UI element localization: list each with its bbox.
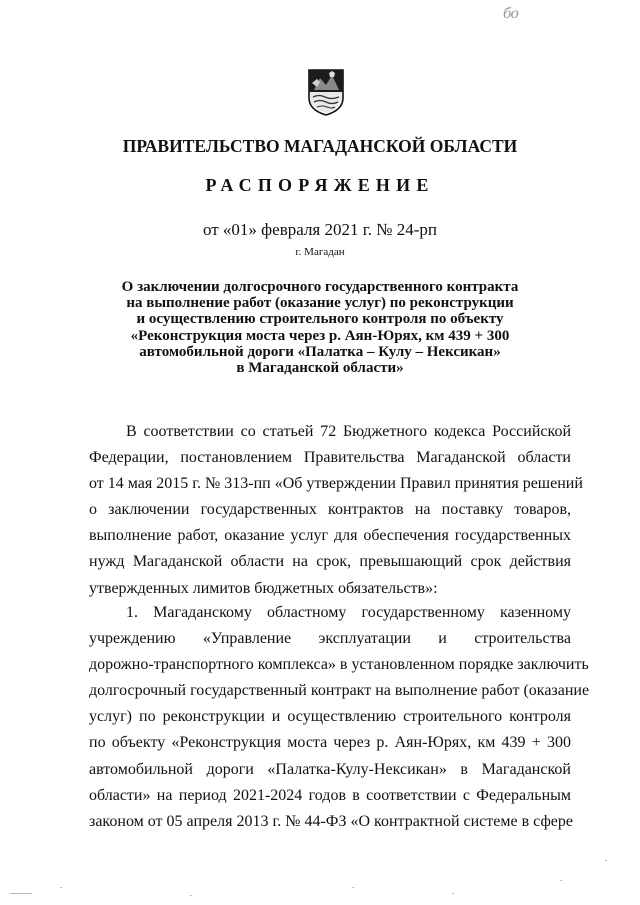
subject-line: «Реконструкция моста через р. Аян-Юрях, км 439 + 300 [130,327,510,344]
body-line: выполнение работ, оказание услуг для обеспечения государственных [89,527,571,545]
body-line: области» на период 2021-2024 годов в соответствии с Федеральным [89,786,571,804]
subject-line: и осуществлению строительного контроля по объекту [136,311,504,328]
subject-line: в Магаданской области» [236,360,404,377]
subject-line: автомобильной дороги «Палатка – Кулу – Нексикан» [139,343,501,360]
subject-line: О заключении долгосрочного государственного контракта [121,279,519,295]
body-line: автомобильной дороги «Палатка-Кулу-Нексикан» в Магаданской [89,760,571,778]
body-line: от 14 мая 2015 г. № 313-пп «Об утверждении Правил принятия решений [89,475,583,493]
body-line: Федерации, постановлением Правительства Магаданской области [89,449,571,467]
body-line: законом от 05 апреля 2013 г. № 44-ФЗ «О контрактной системе в сфере [89,812,574,830]
body-line: долгосрочный государственный контракт на выполнение работ (оказание [89,682,590,700]
body-line: по объекту «Реконструкция моста через р. Аян-Юрях, км 439 + 300 [89,734,571,752]
body-line: дорожно-транспортного комплекса» в установленном порядке заключить [89,656,589,674]
body-line: утвержденных лимитов бюджетных обязательств»: [89,579,438,597]
body-line: услуг) по реконструкции и осуществлению строительного контроля [89,708,571,726]
subject-line: на выполнение работ (оказание услуг) по реконструкции [126,295,514,312]
body-line: 1. Магаданскому областному государственному казенному [126,604,571,621]
preamble-paragraph [89,419,583,602]
handwritten-mark: бо [503,6,518,22]
document-date-number: от «01» февраля 2021 г. № 24-рп [202,220,438,239]
body-line: о заключении государственных контрактов на поставку товаров, [89,501,571,519]
government-title: ПРАВИТЕЛЬСТВО МАГАДАНСКОЙ ОБЛАСТИ [122,136,518,156]
body-line: нужд Магаданской области на срок, превышающий срок действия [89,553,571,571]
body-line: учреждению «Управление эксплуатации и строительства [89,630,571,648]
clause-1-paragraph [89,600,590,835]
coat-of-arms-icon [306,68,346,116]
document-type: РАСПОРЯЖЕНИЕ [205,175,435,195]
document-place: г. Магадан [295,246,345,258]
document-subject [60,279,580,376]
body-line: В соответствии со статьей 72 Бюджетного кодекса Российской [126,423,571,440]
